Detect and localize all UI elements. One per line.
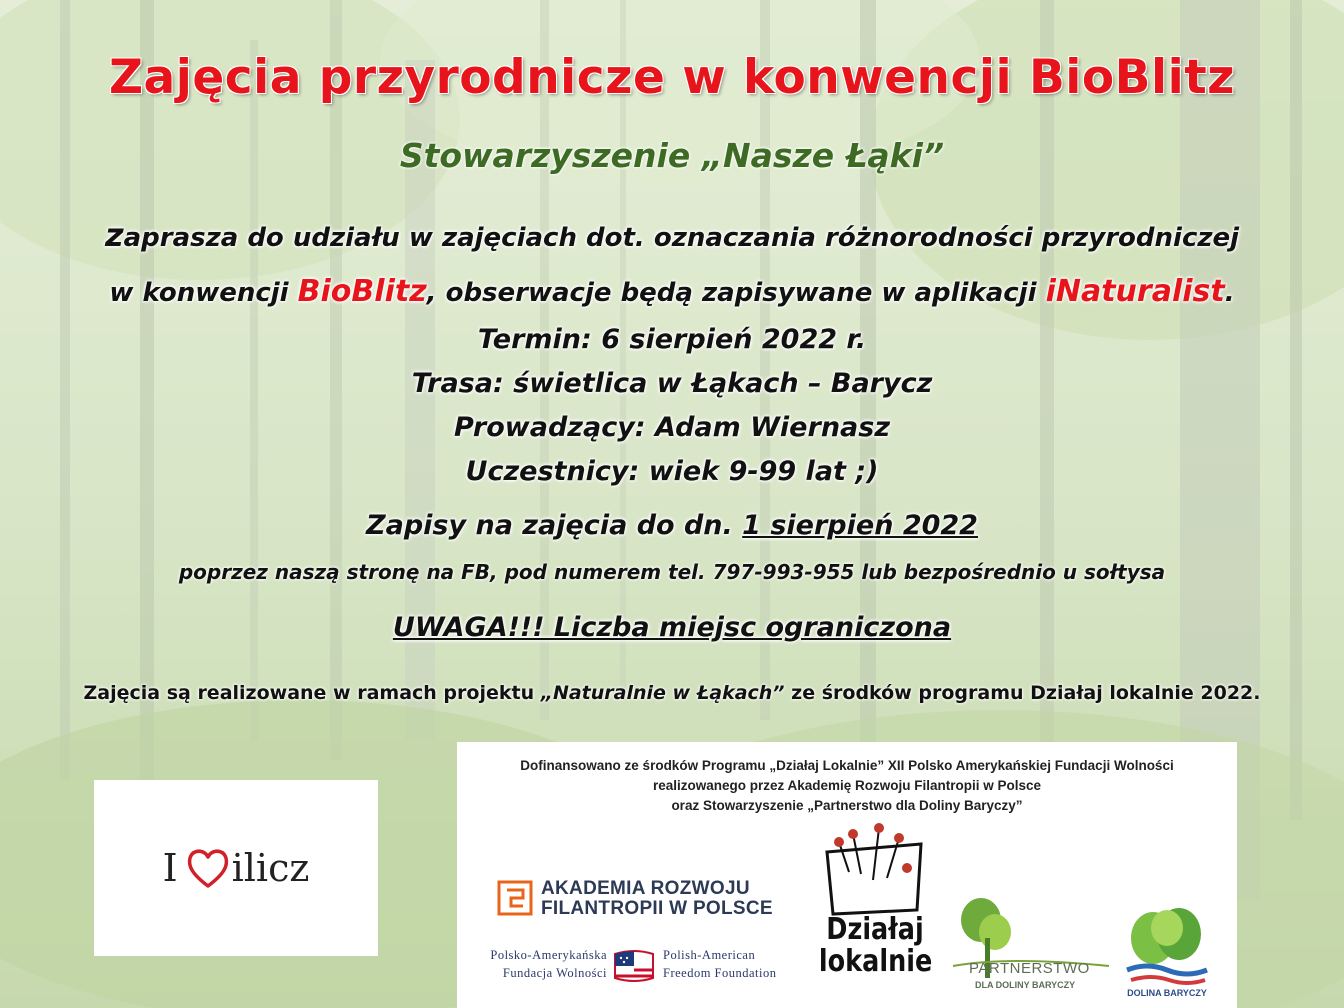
- invitation-line-2-end: .: [1224, 278, 1235, 308]
- event-route: Trasa: świetlica w Łąkach – Barycz: [411, 368, 933, 399]
- registration-prefix: Zapisy na zajęcia do dn.: [366, 510, 743, 541]
- akademia-mark-icon: [497, 880, 533, 916]
- invitation-first-letter: z: [104, 216, 124, 254]
- lokalnie-word: lokalnie: [818, 944, 933, 979]
- partnerstwo-subtitle: DLA DOLINY BARYCZY: [975, 980, 1076, 990]
- partnerstwo-word: PARTNERSTWO: [969, 960, 1090, 977]
- sponsors-panel: [457, 742, 1237, 1008]
- dolina-baryczy-logo: [1117, 898, 1217, 998]
- pafw-en-line-1: Polish-American: [663, 948, 756, 962]
- pafw-en-line-2: Freedom Foundation: [663, 966, 777, 980]
- project-note-b: ze środków programu Działaj lokalnie 2022.: [784, 682, 1261, 704]
- sponsors-line-1: Dofinansowano ze środków Programu „Działaj Lokalnie” XII Polsko Amerykańskiej Fundacji Wolności: [520, 758, 1174, 773]
- akademia-line-1: AKADEMIA ROZWOJU: [541, 878, 750, 899]
- warning-text: UWAGA!!! Liczba miejsc ograniczona: [392, 612, 952, 643]
- dzialaj-word: Działaj: [826, 912, 924, 947]
- invitation-text: [0, 208, 1344, 320]
- event-date: Termin: 6 sierpień 2022 r.: [477, 324, 867, 355]
- event-details: [0, 318, 1344, 494]
- milicz-wordmark: [163, 846, 310, 890]
- dolina-baryczy-text: DOLINA BARYCZY: [1127, 988, 1207, 998]
- invitation-line-1: [0, 208, 1344, 265]
- akademia-rozwoju-logo: [497, 878, 777, 922]
- project-note: [0, 682, 1344, 704]
- invitation-line-2-a: w konwencji: [109, 278, 298, 308]
- sponsors-line-3: oraz Stowarzyszenie „Partnerstwo dla Doliny Baryczy”: [671, 798, 1023, 813]
- sponsors-text: [457, 756, 1237, 816]
- milicz-letter-i: I: [162, 846, 178, 890]
- invitation-line-1-text: aprasza do udziału w zajęciach dot. oznaczania różnorodności przyrodniczej: [123, 223, 1240, 253]
- pafw-english-name: [663, 946, 807, 982]
- i-love-milicz-logo: [94, 780, 378, 956]
- project-note-a: Zajęcia są realizowane w ramach projektu: [83, 682, 541, 704]
- invitation-line-2: [0, 265, 1344, 320]
- bioblitz-highlight: BioBlitz: [297, 274, 427, 309]
- sponsors-line-2: realizowanego przez Akademię Rozwoju Filantropii w Polsce: [652, 778, 1042, 793]
- milicz-letters: ilicz: [231, 846, 310, 890]
- inaturalist-highlight: iNaturalist: [1045, 274, 1225, 309]
- page-title: Zajęcia przyrodnicze w konwencji BioBlitz: [108, 50, 1236, 105]
- registration-methods: poprzez naszą stronę na FB, pod numerem tel. 797-993-955 lub bezpośrednio u sołtysa: [178, 560, 1166, 584]
- pafw-pl-line-2: Fundacja Wolności: [502, 966, 607, 980]
- registration-deadline: [0, 510, 1344, 541]
- invitation-line-2-b: , obserwacje będą zapisywane w aplikacji: [426, 278, 1046, 308]
- dzialaj-lokalnie-text: [819, 914, 931, 978]
- pafw-polish-name: [463, 946, 607, 982]
- pafw-flag-icon: [611, 946, 657, 986]
- pafw-pl-line-1: Polsko-Amerykańska: [490, 948, 607, 962]
- registration-date: 1 sierpień 2022: [742, 510, 978, 541]
- event-leader: Prowadzący: Adam Wiernasz: [453, 412, 891, 443]
- event-participants: Uczestnicy: wiek 9-99 lat ;): [465, 456, 879, 487]
- organization-name: Stowarzyszenie „Nasze Łąki”: [399, 136, 945, 175]
- project-name: „Naturalnie w Łąkach”: [540, 682, 785, 704]
- heart-icon: [186, 846, 230, 890]
- akademia-line-2: FILANTROPII W POLSCE: [541, 898, 773, 919]
